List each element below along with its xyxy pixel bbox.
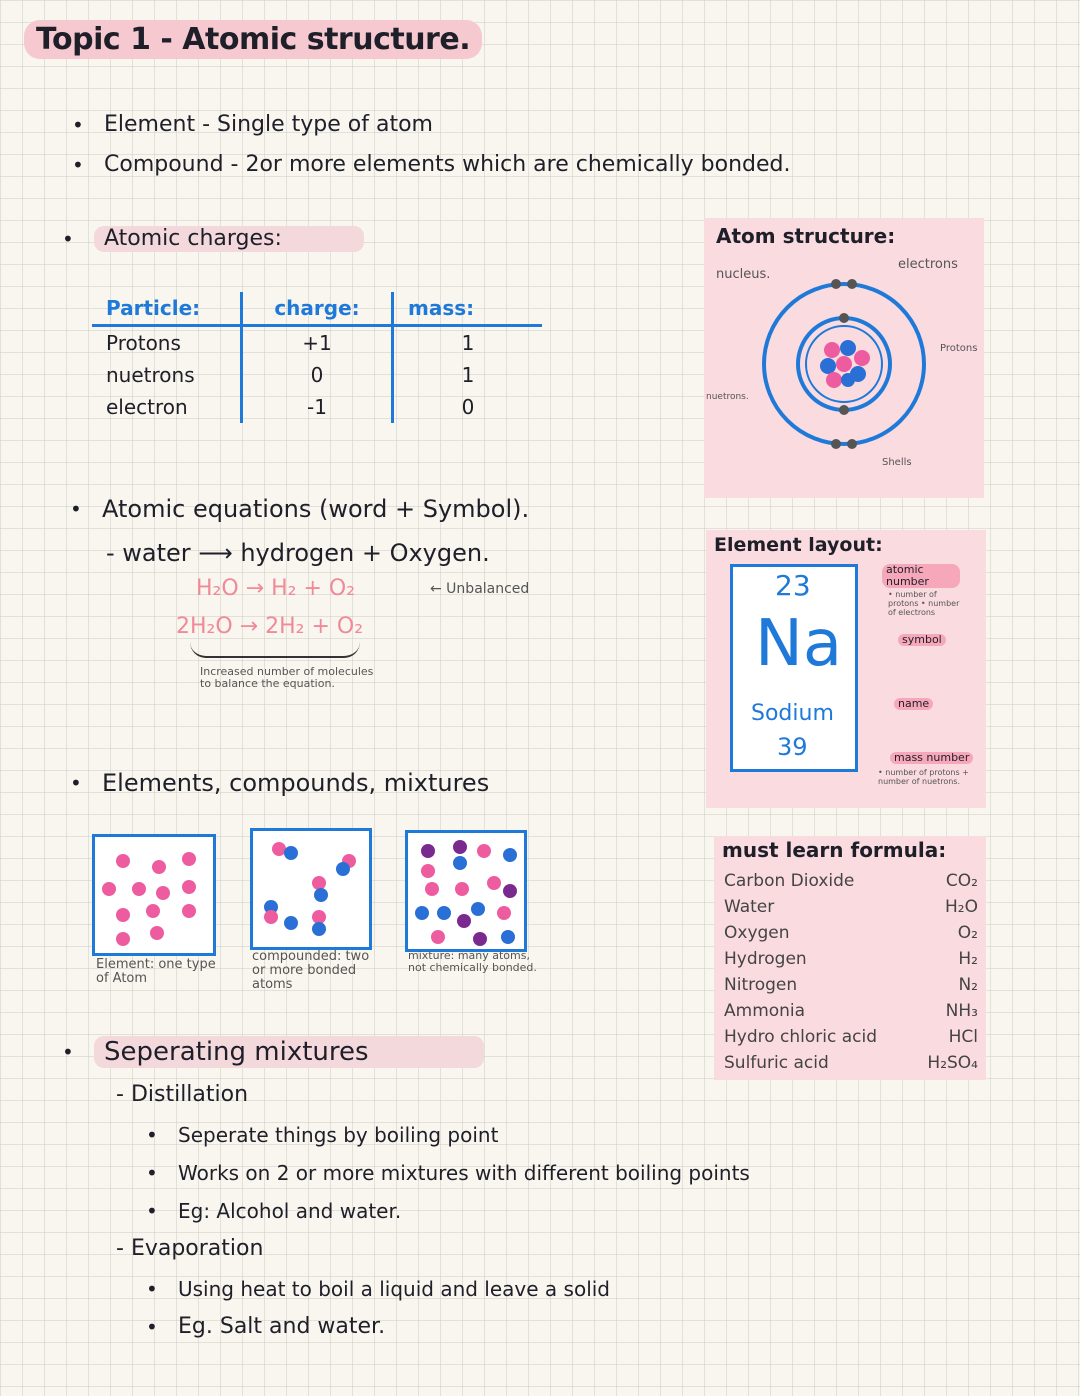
protons-label: Protons — [940, 343, 978, 354]
formula-symbol: HCl — [948, 1027, 978, 1047]
mass-number-tag: mass number — [890, 752, 973, 764]
nucleus-label: nucleus. — [716, 267, 771, 282]
table-cell: 1 — [461, 331, 475, 355]
element-name: Sodium — [751, 701, 834, 726]
word-equation: - water ⟶ hydrogen + Oxygen. — [106, 539, 490, 567]
nucleus — [820, 340, 870, 388]
formula-name: Hydrogen — [724, 949, 807, 969]
formula-heading: must learn formula: — [722, 838, 947, 862]
element-layout-heading: Element layout: — [714, 534, 883, 556]
formula-name: Carbon Dioxide — [724, 871, 855, 891]
formula-name: Oxygen — [724, 923, 790, 943]
formula-card — [714, 836, 986, 1080]
unbalanced-equation: H₂O → H₂ + O₂ — [196, 576, 356, 601]
atomic-charges-heading: • Atomic charges: — [94, 226, 364, 252]
table-cell: 0 — [242, 359, 393, 391]
shells-label: Shells — [882, 457, 912, 468]
formula-row — [724, 946, 978, 972]
compound-box — [250, 828, 372, 950]
table-cell: Protons — [92, 326, 242, 360]
compound-caption: compounded: two or more bonded atoms — [252, 949, 370, 992]
name-tag: name — [894, 698, 933, 710]
distillation-point: • Eg: Alcohol and water. — [178, 1198, 401, 1224]
compound-particles — [253, 831, 369, 947]
mixture-caption: mixture: many atoms, not chemically bonded. — [408, 949, 537, 974]
distillation-heading: - Distillation — [116, 1082, 249, 1107]
atomic-number: 23 — [775, 569, 811, 602]
separating-heading: • Seperating mixtures — [94, 1036, 484, 1068]
table-cell: nuetrons — [92, 359, 242, 391]
ecm-heading: • Elements, compounds, mixtures — [102, 770, 489, 796]
evaporation-label: Evaporation — [130, 1236, 264, 1261]
formula-row — [724, 868, 978, 894]
table-header: mass: — [408, 296, 475, 320]
symbol-tag: symbol — [898, 634, 946, 646]
formula-row — [724, 920, 978, 946]
equations-heading: • Atomic equations (word + Symbol). — [102, 496, 529, 522]
element-tile — [730, 564, 858, 772]
evaporation-point: • Eg. Salt and water. — [178, 1314, 385, 1340]
table-cell: -1 — [242, 391, 393, 423]
mass-number: 39 — [777, 733, 808, 761]
formula-list — [724, 868, 978, 1076]
definition-compound: • Compound - 2or more elements which are chemically bonded. — [104, 152, 791, 178]
table-cell: 0 — [461, 395, 475, 419]
charges-table — [92, 292, 542, 423]
formula-symbol: H₂SO₄ — [927, 1053, 978, 1073]
table-cell: 1 — [461, 363, 475, 387]
atom-structure-heading: Atom structure: — [716, 224, 896, 248]
formula-row — [724, 1050, 978, 1076]
formula-name: Ammonia — [724, 1001, 806, 1021]
formula-row — [724, 998, 978, 1024]
element-caption: Element: one type of Atom — [96, 957, 216, 986]
mixture-particles — [408, 833, 524, 949]
table-header: charge: — [242, 292, 393, 326]
formula-symbol: H₂O — [945, 897, 978, 917]
formula-symbol: O₂ — [957, 923, 978, 943]
balancing-note: Increased number of molecules to balance the equation. — [200, 665, 374, 690]
element-symbol: Na — [755, 607, 843, 681]
distillation-point: • Works on 2 or more mixtures with different boiling points — [178, 1160, 750, 1186]
page-title: Topic 1 - Atomic structure. — [24, 20, 482, 59]
element-box — [92, 834, 216, 956]
formula-symbol: N₂ — [958, 975, 978, 995]
formula-row — [724, 1024, 978, 1050]
formula-symbol: CO₂ — [945, 871, 978, 891]
formula-name: Hydro chloric acid — [724, 1027, 878, 1047]
distillation-point: • Seperate things by boiling point — [178, 1122, 498, 1148]
neutrons-label: nuetrons. — [706, 392, 749, 402]
table-cell: +1 — [242, 326, 393, 360]
element-particles — [95, 837, 213, 953]
mass-number-note: • number of protons + number of nuetrons. — [878, 768, 969, 786]
formula-name: Sulfuric acid — [724, 1053, 829, 1073]
formula-row — [724, 972, 978, 998]
formula-row — [724, 894, 978, 920]
table-header: Particle: — [92, 292, 242, 326]
atom-diagram — [744, 274, 944, 454]
atomic-number-note: • number of protons • number of electrons — [888, 590, 960, 617]
brace — [190, 642, 360, 658]
definition-element: • Element - Single type of atom — [104, 112, 433, 138]
table-cell: electron — [92, 391, 242, 423]
unbalanced-note: ← Unbalanced — [430, 581, 530, 597]
mixture-box — [405, 830, 527, 952]
atom-structure-card — [704, 218, 984, 498]
formula-symbol: H₂ — [958, 949, 978, 969]
distillation-label: Distillation — [130, 1082, 249, 1107]
balanced-equation: 2H₂O → 2H₂ + O₂ — [176, 614, 364, 639]
formula-symbol: NH₃ — [945, 1001, 978, 1021]
formula-name: Nitrogen — [724, 975, 798, 995]
evaporation-heading: - Evaporation — [116, 1236, 264, 1261]
element-layout-card — [706, 530, 986, 808]
formula-name: Water — [724, 897, 775, 917]
electrons-label: electrons — [898, 257, 958, 272]
atomic-number-tag: atomic number — [882, 564, 960, 588]
evaporation-point: • Using heat to boil a liquid and leave a solid — [178, 1276, 610, 1302]
